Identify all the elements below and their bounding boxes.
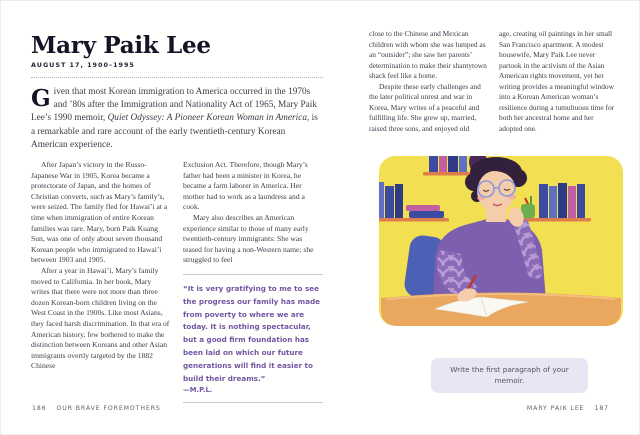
left-page-columns <box>31 160 323 403</box>
right-page-number: 187 <box>594 405 609 412</box>
left-column-2 <box>183 160 323 403</box>
drop-cap: G <box>31 85 51 112</box>
body-paragraph: close to the Chinese and Mexican children with whom she was lumped as an “outsider”; she saw her parents’ determination to make their shantytown shack feel like a home. <box>369 29 487 80</box>
intro-text-after: , is a remarkable and rare account of the early twentieth-century Korean American experience. <box>31 113 318 150</box>
chapter-running-title: MARY PAIK LEE <box>526 405 585 412</box>
left-footer <box>32 405 161 412</box>
intro-text-before: iven that most Korean immigration to America occurred in the 1970s and ’80s after the Immigration and Nationality Act of 1965, Mary Paik Lee’s 1990 memoir, <box>31 87 318 124</box>
left-page-number: 186 <box>32 405 47 412</box>
lifespan-dates: AUGUST 17, 1900–1995 <box>31 61 135 69</box>
left-column-1 <box>31 160 171 403</box>
book-running-title: OUR BRAVE FOREMOTHERS <box>56 405 161 412</box>
right-footer <box>527 405 609 412</box>
pull-quote <box>183 274 323 403</box>
illustration-caption: Write the first paragraph of your memoir. <box>431 358 588 393</box>
body-paragraph: After Japan’s victory in the Russo-Japanese War in 1905, Korea became a protectorate of Japan, and the homes of Christian converts, such as Mary’s family’s, were seized. The family fled for Hawai’i at a time when immigration of entire Korean families was rare. Mary, born Paik Kuang Sun, was one of only about seven thousand Korean people who immigrated to Hawai’i between 1903 and 1905. <box>31 160 168 265</box>
body-paragraph: Exclusion Act. Therefore, though Mary’s father had been a minister in Korea, he became a farm laborer in America. Her mother had to work as a laundress and a cook. <box>183 160 308 212</box>
body-paragraph: After a year in Hawai’i, Mary’s family moved to California. In her book, Mary writes that there were not more than three dozen Korean-born children living on the West Coast in the 1900s. Like most Asians, they faced harsh discrimination. In that era of American history, few bothered to make the distinction between Koreans and other Asian immigrants overtly targeted by the 1882 Chinese <box>31 265 170 371</box>
memoir-illustration <box>379 156 623 326</box>
right-page-columns <box>369 29 618 134</box>
body-paragraph: Despite these early challenges and the later political unrest and war in Korea, Mary writes of a peaceful and fulfilling life. She grew up, married, raised three sons, and enjoyed old <box>369 81 481 133</box>
right-column-2 <box>499 29 618 134</box>
left-page <box>31 34 323 403</box>
body-paragraph: Mary also describes an American experience similar to those of many early twentieth-century immigrants: She was teased for having a non-Western name; she struggled to feel <box>183 212 314 265</box>
pull-quote-text: “It is very gratifying to me to see the progress our family has made from poverty to where we are today. It is nothing spectacular, but a good firm foundation has been laid on which our future generations will find it easier to build their dreams.” <box>183 283 320 383</box>
intro-paragraph <box>31 86 323 152</box>
body-paragraph: age, creating oil paintings in her small San Francisco apartment. A modest housewife, Mary Paik Lee never partook in the activism of the Asian American rights movement, yet her writing provides a meaningful window into a Korean American woman’s resilience during a tumultuous time for both her ancestral home and her adopted one. <box>499 29 615 133</box>
page-title: Mary Paik Lee <box>31 32 211 59</box>
memoir-title: Quiet Odyssey: A Pioneer Korean Woman in America <box>107 113 308 124</box>
pull-quote-attribution: —M.P.L. <box>183 386 213 395</box>
dotted-divider <box>31 77 323 78</box>
right-column-1 <box>369 29 488 134</box>
